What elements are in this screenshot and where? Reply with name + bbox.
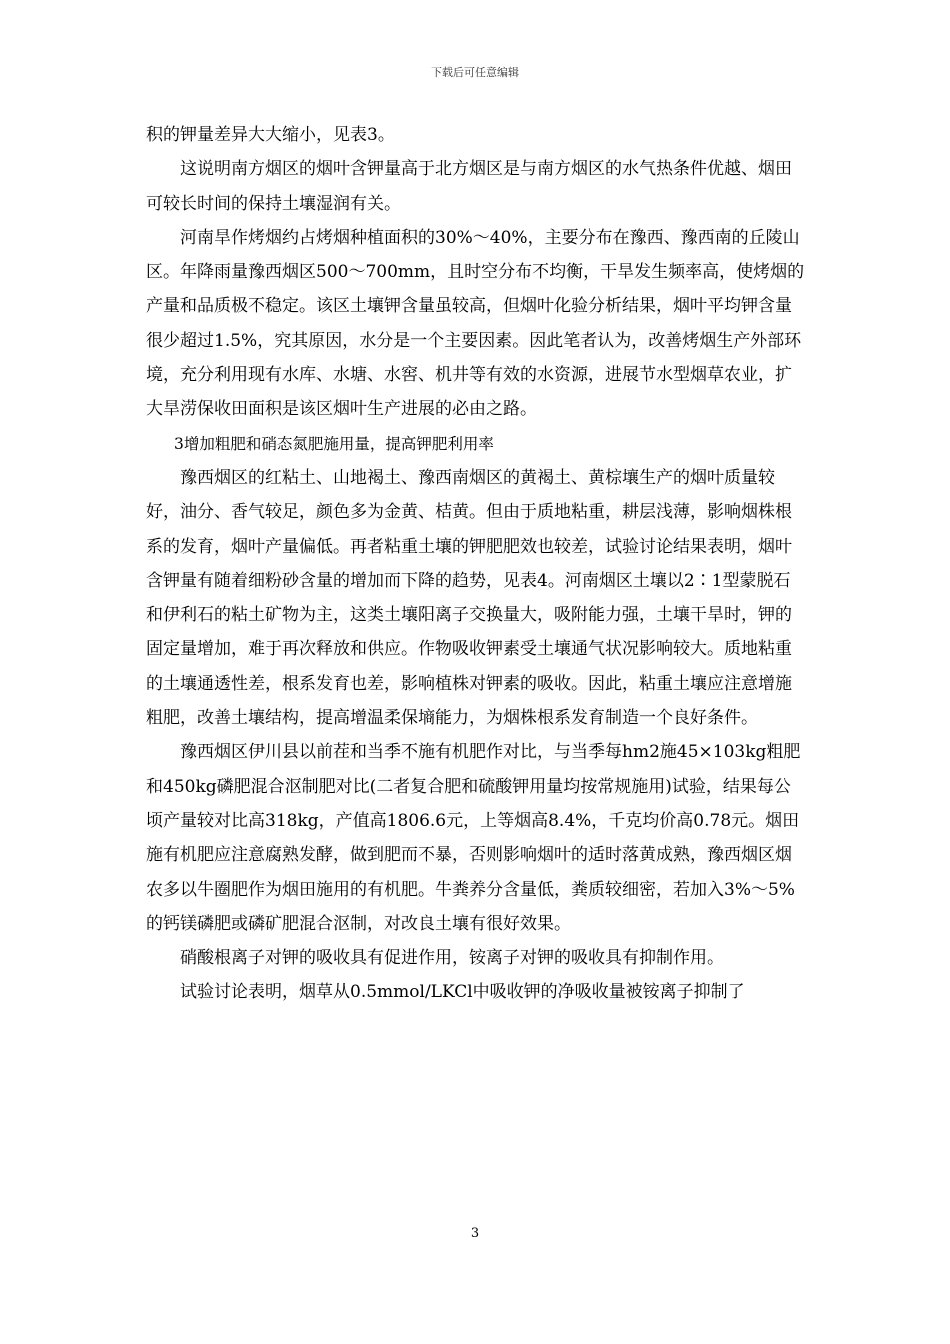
paragraph-continuation: 积的钾量差异大大缩小，见表3。	[146, 125, 395, 145]
document-body	[146, 118, 806, 1010]
page-number: 3	[470, 1226, 480, 1241]
paragraph: 这说明南方烟区的烟叶含钾量高于北方烟区是与南方烟区的水气热条件优越、烟田可较长时间的保持土壤湿润有关。	[146, 159, 792, 214]
paragraph: 河南旱作烤烟约占烤烟种植面积的30%～40%，主要分布在豫西、豫西南的丘陵山区。年降雨量豫西烟区500～700mm，且时空分布不均衡，干旱发生频率高，使烤烟的产量和品质极不稳定。该区土壤钾含量虽较高，但烟叶化验分析结果，烟叶平均钾含量很少超过1.5%，究其原因，水分是一个主要因素。因此笔者认为，改善烤烟生产外部环境，充分利用现有水库、水塘、水窖、机井等有效的水资源，进展节水型烟草农业，扩大旱涝保收田面积是该区烟叶生产进展的必由之路。	[146, 227, 805, 420]
paragraph: 试验讨论表明，烟草从0.5mmol/LKCl中吸收钾的净吸收量被铵离子抑制了	[180, 982, 745, 1003]
paragraph: 豫西烟区伊川县以前茬和当季不施有机肥作对比，与当季每hm2施45×103kg粗肥和450kg磷肥混合沤制肥对比(二者复合肥和硫酸钾用量均按常规施用)试验，结果每公顷产量较对比高318kg，产值高1806.6元，上等烟高8.4%，千克均价高0.78元。烟田施有机肥应注意腐熟发酵，做到肥而不暴，否则影响烟叶的适时落黄成熟，豫西烟区烟农多以牛圈肥作为烟田施用的有机肥。牛粪养分含量低，粪质较细密，若加入3%～5%的钙镁磷肥或磷矿肥混合沤制，对改良土壤有很好效果。	[146, 742, 801, 934]
paragraph: 豫西烟区的红粘土、山地褐土、豫西南烟区的黄褐土、黄棕壤生产的烟叶质量较好，油分、香气较足，颜色多为金黄、桔黄。但由于质地粘重，耕层浅薄，影响烟株根系的发育，烟叶产量偏低。再者粘重土壤的钾肥肥效也较差，试验讨论结果表明，烟叶含钾量有随着细粉砂含量的增加而下降的趋势，见表4。河南烟区土壤以2∶1型蒙脱石和伊利石的粘土矿物为主，这类土壤阳离子交换量大，吸附能力强，土壤干旱时，钾的固定量增加，难于再次释放和供应。作物吸收钾素受土壤通气状况影响较大。质地粘重的土壤通透性差，根系发育也差，影响植株对钾素的吸收。因此，粘重土壤应注意增施粗肥，改善土壤结构，提高增温柔保墒能力，为烟株根系发育制造一个良好条件。	[146, 467, 792, 729]
paragraph: 硝酸根离子对钾的吸收具有促进作用，铵离子对钾的吸收具有抑制作用。	[180, 948, 724, 969]
page-header: 下载后可任意编辑	[431, 66, 519, 79]
section-heading: 3增加粗肥和硝态氮肥施用量，提高钾肥利用率	[174, 434, 494, 453]
